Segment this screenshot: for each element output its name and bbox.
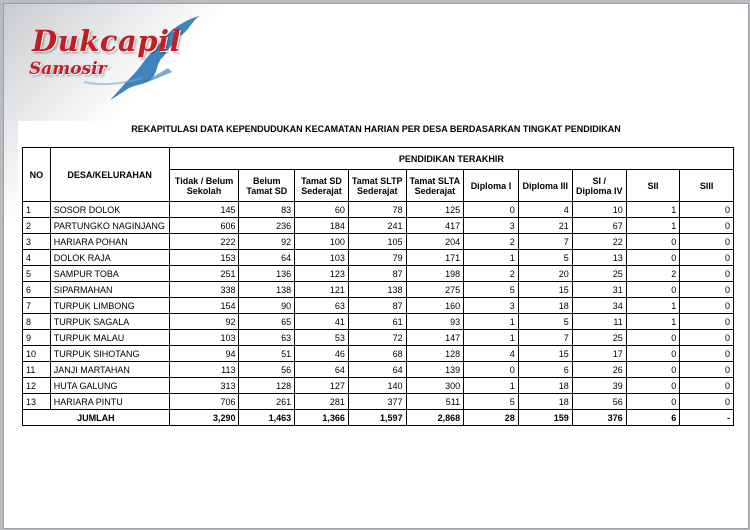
row-value-cell: 53 [295, 330, 349, 346]
header-edu-level [169, 170, 239, 202]
row-value-cell: 138 [348, 282, 406, 298]
row-desa-name: SIPARMAHAN [50, 282, 169, 298]
row-value-cell: 79 [348, 250, 406, 266]
row-value-cell: 64 [295, 362, 349, 378]
header-edu-level [464, 170, 519, 202]
table-row [23, 314, 734, 330]
table-row [23, 266, 734, 282]
education-table [22, 147, 734, 426]
row-value-cell: 1 [626, 202, 680, 218]
row-value-cell: 94 [169, 346, 239, 362]
row-desa-name: TURPUK MALAU [50, 330, 169, 346]
row-value-cell: 4 [518, 202, 572, 218]
row-value-cell: 0 [680, 202, 734, 218]
row-value-cell: 60 [295, 202, 349, 218]
row-value-cell: 0 [626, 234, 680, 250]
row-value-cell: 5 [464, 394, 519, 410]
row-value-cell: 0 [464, 362, 519, 378]
row-value-cell: 18 [518, 394, 572, 410]
row-value-cell: 241 [348, 218, 406, 234]
row-value-cell: 0 [626, 330, 680, 346]
row-value-cell: 0 [626, 378, 680, 394]
report-sheet [18, 121, 734, 430]
row-value-cell: 377 [348, 394, 406, 410]
table-row [23, 298, 734, 314]
total-value-cell: - [680, 410, 734, 426]
header-edu-line1: Diploma I [470, 180, 512, 191]
header-edu-level [626, 170, 680, 202]
dukcapil-logo [22, 12, 207, 100]
row-value-cell: 1 [626, 218, 680, 234]
row-value-cell: 92 [169, 314, 239, 330]
row-value-cell: 0 [680, 234, 734, 250]
header-edu-line2: Diploma IV [575, 185, 623, 196]
header-edu-level [680, 170, 734, 202]
row-value-cell: 184 [295, 218, 349, 234]
row-value-cell: 4 [464, 346, 519, 362]
row-value-cell: 0 [680, 346, 734, 362]
row-value-cell: 39 [572, 378, 626, 394]
row-value-cell: 275 [406, 282, 464, 298]
total-value-cell: 3,290 [169, 410, 239, 426]
row-number: 8 [23, 314, 51, 330]
total-value-cell: 6 [626, 410, 680, 426]
row-value-cell: 7 [518, 330, 572, 346]
row-value-cell: 87 [348, 266, 406, 282]
row-value-cell: 11 [572, 314, 626, 330]
row-value-cell: 0 [464, 202, 519, 218]
row-value-cell: 61 [348, 314, 406, 330]
row-value-cell: 127 [295, 378, 349, 394]
header-edu-line1: SII [647, 180, 659, 191]
row-value-cell: 154 [169, 298, 239, 314]
header-edu-line2: Sekolah [186, 185, 222, 196]
row-value-cell: 0 [680, 266, 734, 282]
row-value-cell: 123 [295, 266, 349, 282]
total-value-cell: 159 [518, 410, 572, 426]
row-value-cell: 0 [626, 346, 680, 362]
row-value-cell: 20 [518, 266, 572, 282]
row-value-cell: 171 [406, 250, 464, 266]
row-desa-name: TURPUK LIMBONG [50, 298, 169, 314]
row-value-cell: 0 [680, 314, 734, 330]
table-row [23, 362, 734, 378]
row-value-cell: 606 [169, 218, 239, 234]
row-value-cell: 25 [572, 330, 626, 346]
row-value-cell: 64 [239, 250, 295, 266]
header-edu-line2: Sederajat [356, 185, 398, 196]
row-value-cell: 17 [572, 346, 626, 362]
row-value-cell: 0 [626, 394, 680, 410]
row-value-cell: 93 [406, 314, 464, 330]
row-value-cell: 2 [626, 266, 680, 282]
row-value-cell: 105 [348, 234, 406, 250]
row-value-cell: 63 [295, 298, 349, 314]
row-value-cell: 261 [239, 394, 295, 410]
table-row [23, 218, 734, 234]
row-value-cell: 7 [518, 234, 572, 250]
total-value-cell: 376 [572, 410, 626, 426]
row-value-cell: 0 [680, 378, 734, 394]
row-value-cell: 160 [406, 298, 464, 314]
header-edu-line2: Sederajat [301, 185, 342, 196]
row-value-cell: 3 [464, 298, 519, 314]
row-desa-name: HARIARA PINTU [50, 394, 169, 410]
row-value-cell: 68 [348, 346, 406, 362]
row-number: 9 [23, 330, 51, 346]
total-value-cell: 2,868 [406, 410, 464, 426]
row-value-cell: 121 [295, 282, 349, 298]
row-number: 3 [23, 234, 51, 250]
logo-brand-text: Dukcapil [32, 24, 182, 58]
header-edu-line2: Sederajat [414, 185, 456, 196]
total-value-cell: 1,463 [239, 410, 295, 426]
row-number: 10 [23, 346, 51, 362]
row-value-cell: 46 [295, 346, 349, 362]
header-edu-line1: Belum [253, 175, 281, 186]
logo-region-text: Samosir [29, 59, 107, 79]
header-edu-level [239, 170, 295, 202]
row-value-cell: 204 [406, 234, 464, 250]
row-desa-name: SAMPUR TOBA [50, 266, 169, 282]
row-value-cell: 13 [572, 250, 626, 266]
row-value-cell: 64 [348, 362, 406, 378]
total-row [23, 410, 734, 426]
row-desa-name: HUTA GALUNG [50, 378, 169, 394]
row-value-cell: 41 [295, 314, 349, 330]
header-edu-line1: Tamat SLTA [409, 175, 461, 186]
row-value-cell: 236 [239, 218, 295, 234]
row-value-cell: 1 [626, 298, 680, 314]
row-value-cell: 21 [518, 218, 572, 234]
row-value-cell: 139 [406, 362, 464, 378]
row-value-cell: 31 [572, 282, 626, 298]
row-value-cell: 0 [626, 362, 680, 378]
row-value-cell: 5 [518, 250, 572, 266]
total-label: JUMLAH [23, 410, 170, 426]
row-value-cell: 22 [572, 234, 626, 250]
row-desa-name: TURPUK SIHOTANG [50, 346, 169, 362]
row-desa-name: TURPUK SAGALA [50, 314, 169, 330]
table-row [23, 202, 734, 218]
row-value-cell: 0 [680, 394, 734, 410]
row-value-cell: 103 [295, 250, 349, 266]
row-value-cell: 2 [464, 266, 519, 282]
row-value-cell: 65 [239, 314, 295, 330]
row-desa-name: DOLOK RAJA [50, 250, 169, 266]
row-value-cell: 147 [406, 330, 464, 346]
table-row [23, 330, 734, 346]
total-value-cell: 1,597 [348, 410, 406, 426]
row-value-cell: 281 [295, 394, 349, 410]
row-value-cell: 25 [572, 266, 626, 282]
header-edu-line1: Tidak / Belum [174, 175, 234, 186]
row-number: 11 [23, 362, 51, 378]
row-value-cell: 0 [626, 282, 680, 298]
row-desa-name: SOSOR DOLOK [50, 202, 169, 218]
row-value-cell: 125 [406, 202, 464, 218]
table-row [23, 234, 734, 250]
row-value-cell: 78 [348, 202, 406, 218]
row-value-cell: 153 [169, 250, 239, 266]
row-value-cell: 1 [464, 250, 519, 266]
row-desa-name: PARTUNGKO NAGINJANG [50, 218, 169, 234]
header-edu-line1: SI / [592, 175, 606, 186]
row-value-cell: 706 [169, 394, 239, 410]
header-edu-level [406, 170, 464, 202]
row-value-cell: 145 [169, 202, 239, 218]
row-number: 2 [23, 218, 51, 234]
row-value-cell: 128 [406, 346, 464, 362]
header-edu-level [518, 170, 572, 202]
row-value-cell: 56 [239, 362, 295, 378]
row-number: 12 [23, 378, 51, 394]
row-value-cell: 6 [518, 362, 572, 378]
row-value-cell: 34 [572, 298, 626, 314]
row-desa-name: JANJI MARTAHAN [50, 362, 169, 378]
row-number: 1 [23, 202, 51, 218]
document-page [3, 3, 749, 529]
row-value-cell: 0 [680, 298, 734, 314]
header-pendidikan-terakhir: PENDIDIKAN TERAKHIR [169, 148, 733, 170]
row-value-cell: 113 [169, 362, 239, 378]
header-edu-line1: Tamat SLTP [351, 175, 403, 186]
row-value-cell: 5 [518, 314, 572, 330]
row-value-cell: 63 [239, 330, 295, 346]
row-value-cell: 90 [239, 298, 295, 314]
table-row [23, 394, 734, 410]
row-value-cell: 338 [169, 282, 239, 298]
row-value-cell: 138 [239, 282, 295, 298]
row-value-cell: 222 [169, 234, 239, 250]
row-number: 4 [23, 250, 51, 266]
row-value-cell: 10 [572, 202, 626, 218]
total-value-cell: 1,366 [295, 410, 349, 426]
row-value-cell: 100 [295, 234, 349, 250]
row-number: 6 [23, 282, 51, 298]
row-value-cell: 128 [239, 378, 295, 394]
header-desa: DESA/KELURAHAN [50, 148, 169, 202]
row-value-cell: 56 [572, 394, 626, 410]
row-value-cell: 1 [626, 314, 680, 330]
row-value-cell: 0 [680, 250, 734, 266]
row-value-cell: 1 [464, 330, 519, 346]
row-value-cell: 3 [464, 218, 519, 234]
header-no: NO [23, 148, 51, 202]
row-value-cell: 0 [680, 330, 734, 346]
row-value-cell: 511 [406, 394, 464, 410]
row-value-cell: 0 [680, 282, 734, 298]
row-value-cell: 51 [239, 346, 295, 362]
row-desa-name: HARIARA POHAN [50, 234, 169, 250]
header-edu-line1: Diploma III [522, 180, 569, 191]
row-value-cell: 2 [464, 234, 519, 250]
header-edu-line1: SIII [699, 180, 714, 191]
header-edu-line2: Tamat SD [246, 185, 288, 196]
table-row [23, 250, 734, 266]
row-value-cell: 136 [239, 266, 295, 282]
row-value-cell: 198 [406, 266, 464, 282]
row-number: 7 [23, 298, 51, 314]
row-number: 5 [23, 266, 51, 282]
row-value-cell: 18 [518, 298, 572, 314]
report-title: REKAPITULASI DATA KEPENDUDUKAN KECAMATAN HARIAN PER DESA BERDASARKAN TINGKAT PENDIDIKAN [131, 124, 621, 134]
row-value-cell: 103 [169, 330, 239, 346]
table-row [23, 346, 734, 362]
header-edu-level [295, 170, 349, 202]
row-value-cell: 83 [239, 202, 295, 218]
row-value-cell: 417 [406, 218, 464, 234]
row-value-cell: 87 [348, 298, 406, 314]
row-value-cell: 251 [169, 266, 239, 282]
row-value-cell: 26 [572, 362, 626, 378]
row-value-cell: 72 [348, 330, 406, 346]
row-value-cell: 5 [464, 282, 519, 298]
row-value-cell: 313 [169, 378, 239, 394]
header-edu-level [348, 170, 406, 202]
table-row [23, 378, 734, 394]
header-edu-line1: Tamat SD [301, 175, 342, 186]
row-value-cell: 15 [518, 282, 572, 298]
row-value-cell: 0 [626, 250, 680, 266]
row-number: 13 [23, 394, 51, 410]
table-row [23, 282, 734, 298]
row-value-cell: 0 [680, 362, 734, 378]
total-value-cell: 28 [464, 410, 519, 426]
row-value-cell: 1 [464, 314, 519, 330]
row-value-cell: 15 [518, 346, 572, 362]
row-value-cell: 140 [348, 378, 406, 394]
row-value-cell: 18 [518, 378, 572, 394]
row-value-cell: 300 [406, 378, 464, 394]
header-edu-level [572, 170, 626, 202]
row-value-cell: 1 [464, 378, 519, 394]
row-value-cell: 0 [680, 218, 734, 234]
row-value-cell: 67 [572, 218, 626, 234]
row-value-cell: 92 [239, 234, 295, 250]
